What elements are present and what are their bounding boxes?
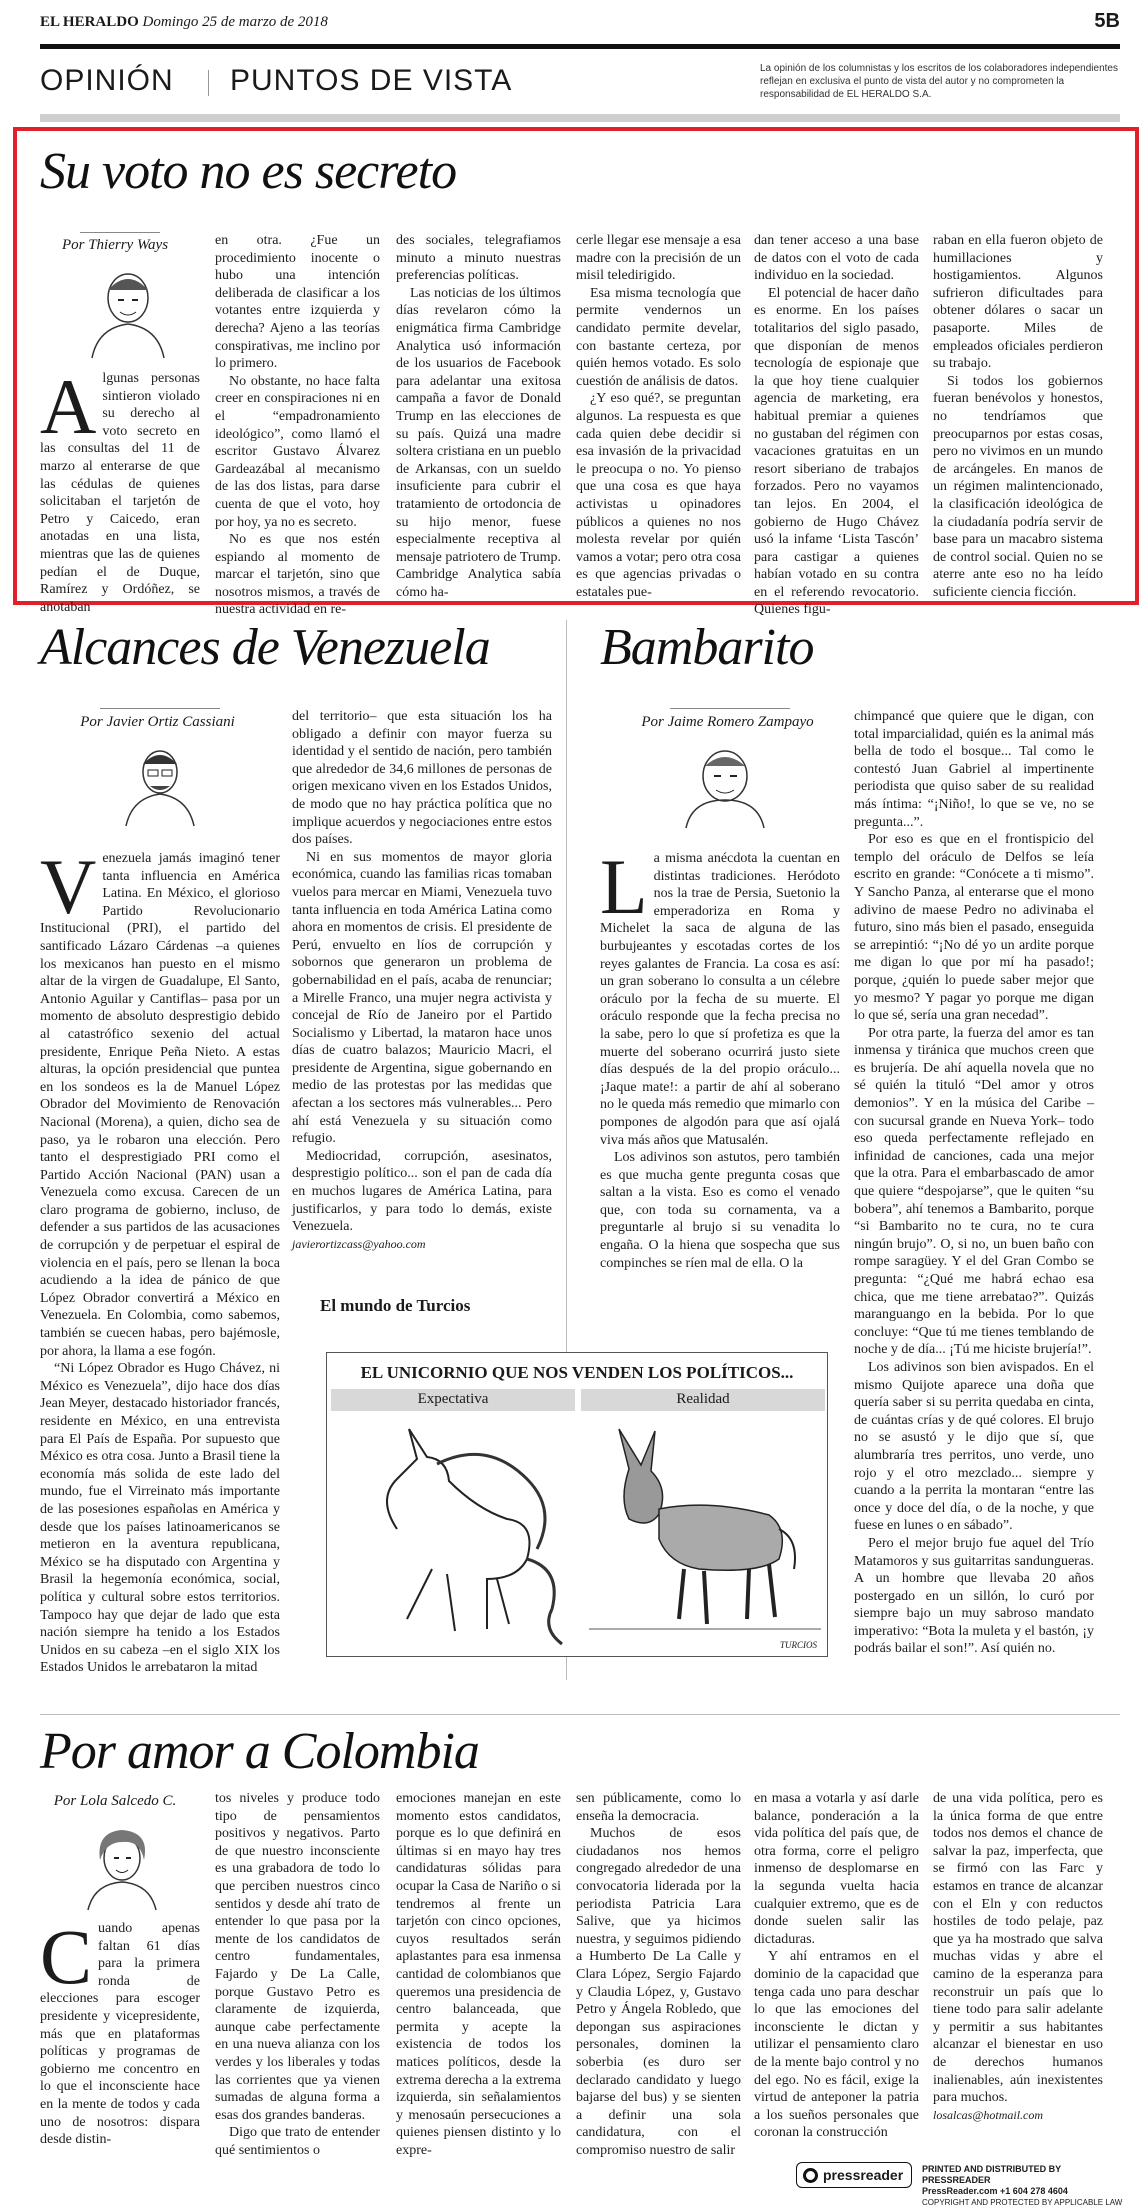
article3-col2: chimpancé que quiere que le digan, con total imparcialidad, quién es la animal más bella de todo el bosque... Tal como le contestó Juan Gabriel al impertinente periodista que quiso saber de su realidad más íntima: “¡Niño!, lo que se ve, no se pregunta...”. Por eso es que en el frontispicio del templo del oráculo de Delfos se leía escrito en grande: “Conócete a ti mismo”. Y Sancho Panza, al enterarse que el mono adivino de maese Pedro no adivinaba el futuro, sino más bien el pasado, enseguida se arrepintió: “¡No dé yo un ardite porque me digan lo que por mí ha pasado!; porque, ¿quién lo puede saber mejor que yo mesmo? Y pagar yo porque me digan lo que sé, sería una gran necedad”. Por otra parte, la fuerza del amor es tan inmensa y tiránica que muchos creen que es brujería. De ahí aquella novela que no sé quién la tituló “Del amor y otros demonios”. Y en la música del Caribe –con sucursal grande en Nueva York– todo eso queda perfectamente reflejado en infinidad de canciones, cada una mejor que la otra. Para el embarbascado de amor que quiere “despojarse”, que le quiten “su boberа”, ahí tenemos a Bambarito, porque “si Bambarito no te cura, no te cura ningún brujo”. O, si no, un buen baño con rompe saragüey. Y el del Gran Combo se pregunta: “¿Qué me habrá echao esa chica, que me tiene arrebatao?”. Quizás maranguango en la bebida. Por lo que concluye: “Que tú me tienes temblando de noche y de día... ¡Tú me hiciste brujería!”. Los adivinos son bien avispados. En el mismo Quijote aparece una doña que quería saber si su perrita quedaba en cinta, de cuántas crías y de qué colores. El brujo no se asustó y le dijo que sí, que alumbraría tres perritos, uno verde, uno rojo y el otro mezclado... siempre y cuando a la perrita la montaran “entre las once y doce del día, o de la noche, y que fuese en lunes o en sábado”. Pero el mejor brujo fue aquel del Trío Matamoros y sus guitarritas sandungueras. A un hombre que llevaba 20 años postergado en un sillón, lo curó por siempre bajo un muy sabroso mandato imperativo: “Bota la muleta y el bastón, ¡y podrás bailar el son!”. Así quién no. [854, 709, 1094, 1657]
article4-col2: tos niveles y produce todo tipo de pensamientos positivos y negativos. Parto de que nuestro inconsciente es una grabadora de todo lo que perciben nuestros cinco sentidos y desde ahí trato de entender lo que pasa por la mente de los candidatos de centro fundamentales, Fajardo y De La Calle, porque Gustavo Petro es claramente de izquierda, aunque cabe perfectamente en una nueva alianza con los verdes y los liberales y todas las corrientes que ya vienen sumadas de alguna forma a esas dos grandes banderas. Digo que trato de entender qué sentimientos o [215, 1791, 380, 2158]
page-number: 5B [1094, 10, 1120, 32]
author-portrait [680, 738, 770, 828]
unicorn-illustration [337, 1419, 569, 1649]
author-email: losalcas@hotmail.com [933, 2107, 1044, 2122]
author-portrait [118, 738, 202, 826]
article4-col1: Cuando apenas faltan 61 días para la primera ronda de elecciones para escoger presidente y vicepresidente, más que en plataformas políticas y programas de gobierno me concentro en lo que el inconsciente hace en la mente de todos y cada uno de nosotros: dispara desde distin- [40, 1913, 200, 2148]
byline-rule [100, 708, 220, 709]
pressreader-icon [803, 2168, 818, 2183]
dropcap: V [40, 843, 97, 930]
byline-rule [80, 232, 160, 233]
dropcap: A [40, 363, 97, 450]
author-email: javierortizcass@yahoo.com [292, 1236, 426, 1251]
article4-col5: en masa a votarla y así darle balance, ponderación a la vida política del país que, de otra forma, corre el peligro inmenso de desplomarse en la segunda vuelta hacia cualquier extremo, que es de donde suelen salir las dictaduras. Y ahí entramos en el dominio de la capacidad que tenga cada uno para deschar lo que las emociones del inconsciente le dictan y utilizar el pensamiento claro de la mente bajo control y no del ego. No es fácil, exige la virtud de anteponer la patria a los sueños personales que coronan la construcción [754, 1791, 919, 2141]
section-header [40, 60, 1120, 106]
article1-col3: des sociales, telegrafiamos minuto a minuto nuestras preferencias políticas. Las noticias de los últimos días revelaron cómo la enigmática firma Cambridge Analytica usó información de los usuarios de Facebook para adelantar una exitosa campaña a favor de Donald Trump en las elecciones de su país. Quizá una madre soltera cristiana en un pueblo de Arkansas, con un sueldo insuficiente para cubrir el tratamiento de ortodoncia de su hijo menor, fuese especialmente receptiva al mensaje patriotero de Trump. Cambridge Analytica sabía cómo ha- [396, 233, 561, 600]
article3-col1: La misma anécdota la cuentan en distintas tradiciones. Heródoto nos la trae de Persia, Suetonio la emperadoriza en Roma y Michelet la saca de alguna de las burbujeantes y escotadas cortes de los reyes galantes de Francia. La cosa es así: un gran soberano lo consulta a un célebre oráculo por la fecha de su muerte. El oráculo responde que la fecha precisa no la sabe, pero lo que sí profetiza es que la muerte del soberano ocurrirá justo siete días después de la del propio oráculo... ¡Jaque mate!: a partir de ahí al soberano no le queda más remedio que mimarlo con pompones de algodón para que así ojalá viva más años que Matusalén. Los adivinos son astutos, pero también es que mucha gente pregunta cosas que saltan a la vista. Eso es como el venado que, con toda su cornamenta, va a preguntarle al brujo si su venadita lo engaña. O la hiena que sospecha que sus compinches se ríen mal de ella. O la [600, 843, 840, 1271]
cartoon-section-title: El mundo de Turcios [320, 1296, 471, 1315]
cartoon [326, 1352, 828, 1657]
article4-headline: Por amor a Colombia [40, 1723, 479, 1780]
article1-col6: raban en ella fueron objeto de humillaciones y hostigamientos. Algunos sufrieron dificultades para obtener dólares o sacar un pasaporte. Miles de empleados oficiales perdieron su trabajo. Si todos los gobiernos fueran benévolos y honestos, no tendríamos que preocuparnos por estas cosas, pero no vivimos en un mundo de arcángeles. En manos de un régimen malintencionado, la clasificación ideológica de la ciudadanía podría servir de base para un macabro sistema de control social. Quien no se aterre ante eso no ha leído suficiente ciencia ficción. [933, 233, 1103, 600]
masthead-brand: EL HERALDO Domingo 25 de marzo de 2018 [40, 14, 328, 30]
cartoon-title: EL UNICORNIO QUE NOS VENDEN LOS POLÍTICOS... [360, 1363, 794, 1382]
donkey-illustration [589, 1419, 821, 1649]
byline-rule [670, 708, 790, 709]
article4-col3: emociones manejan en este momento estos candidatos, porque es lo que definirá en últimas si en mayo hay tres candidaturas sólidas para ocupar la Casa de Nariño o si tendremos al frente un tarjetón con cinco opciones, cuyos resultados serán aplastantes para esa inmensa cantidad de colombianos que queremos una presidencia de centro balanceada, que permita y acepte la existencia de todos los matices políticos, desde la extrema derecha a la extrema izquierda, sin señalamientos y menosaún persecuciones a quienes piensen distinto y lo expre- [396, 1791, 561, 2158]
section-divider [208, 70, 209, 96]
cartoon-right-label: Realidad [581, 1389, 825, 1411]
article4-col4: sen públicamente, como lo enseña la democracia. Muchos de esos ciudadanos nos hemos congregado alrededor de una convocatoria liderada por la periodista Patricia Lara Salive, que ya hicimos nuestra, y seguimos pidiendo a Humberto De La Calle y Clara López, Sergio Fajardo y Claudia López, y, Gustavo Petro y Ángela Robledo, que depongan sus aspiraciones personales, dominen la soberbia (es duro ser declarado candidato y luego bajarse del bus) y se sienten a definir una sola candidatura, con el compromiso nuestro de salir [576, 1791, 741, 2158]
footer-text: PRINTED AND DISTRIBUTED BY PRESSREADER PressReader.com +1 604 278 4604 COPYRIGHT AND PROTECTED BY APPLICABLE LAW [922, 2164, 1123, 2207]
section-rule [40, 1714, 1120, 1715]
article1-col2: en otra. ¿Fue un procedimiento inocente o hubo una intención deliberada de clasificar a los votantes entre izquierda y derecha? Ajeno a las teorías conspirativas, me inclino por lo primero. No obstante, no hace falta creer en conspiraciones ni en el “empadronamiento ideológico”, como llamó el escritor Gustavo Álvarez Gardeazábal al mecanismo de las dos listas, para darse cuenta de que el voto, hoy por hoy, ya no es secreto. No es que nos estén espiando al momento de marcar el tarjetón, sino que nosotros mismos, a través de nuestra actividad en re- [215, 233, 380, 618]
cartoon-signature: TURCIOS [779, 1640, 817, 1650]
article1-col5: dan tener acceso a una base de datos con el voto de cada individuo en la sociedad. El potencial de hacer daño es enorme. En los países totalitarios del siglo pasado, que disponían de menos tecnología de espionaje que la que hoy tiene cualquier agencia de marketing, era habitual premiar a quienes no gustaban del régimen con vacaciones gratuitas en un resort siberiano de trabajos forzados. Pero no vayamos tan lejos. En 2004, el gobierno de Hugo Chávez usó la infame ‘Lista Tascón’ para castigar a quienes habían votado en su contra en el referendo revocatorio. Quienes figu- [754, 233, 919, 618]
article1-col4: cerle llegar ese mensaje a esa madre con la precisión de un misil teledirigido. Esa misma tecnología que permite vendernos un candidato permite develar, con bastante certeza, por quién hemos votado. Es solo cuestión de análisis de datos. ¿Y eso qué?, se preguntan algunos. La respuesta es que cada quien debe decidir si esa invasión de la privacidad le preocupa o no. Yo pienso que una cosa es que haya activistas u opinadores públicos a quienes no nos molesta revelar por quién vamos a votar; pero otra cosa es que agencias privadas o estatales pue- [576, 233, 741, 600]
pressreader-footer [796, 2162, 1126, 2207]
author-portrait [80, 1820, 164, 1910]
dropcap: C [40, 1913, 93, 2000]
article2-col1: Venezuela jamás imaginó tener tanta influencia en América Latina. En México, el glorioso Partido Revolucionario Institucional (PRI), el partido del santificado Lázaro Cárdenas –a quienes los mexicanos han puesto en el mismo altar de la virgen de Guadalupe, El Santo, Antonio Aguilar y Cantiflas– pasa por un momento de absoluto desprestigio debido al catastrófico sexenio del actual presidente, Enrique Peña Nieto. A estas alturas, la opción presidencial que puntea en los sondeos es la de Manuel López Obrador del Movimiento de Renovación Nacional (Morena), a quien, dicho sea de paso, ya le robaron una elección. Pero tanto el desprestigiado PRI como el Partido Acción Nacional (PAN) usan a Venezuela como excusa. Carecen de un claro programa de gobierno, incluso, de defender a sus partidos de las acusaciones de corrupción y de perpetuar el espiral de violencia en el país, pero se llenan la boca acudiendo a la idea de pánico de que López Obrador convertirá a México en Venezuela. En Colombia, como sabemos, también se cuecen habas, pero bajémosle, por ahora, la llama a ese fogón. “Ni López Obrador es Hugo Chávez, ni México es Venezuela”, dijo hace dos días Jean Meyer, destacado historiador francés, residente en México, en una entrevista para El País de España. Por supuesto que México es otra cosa. Junto a Brasil tiene la economía más solida de este lado del mundo, fue el Virreinato más importante de las posesiones españolas en América y desde que los países latinoamericanos se metieron en la aventura republicana, México se ha disputado con Argentina y Brasil la hegemonía económica, social, política y cultural sobre estos territorios. Tampoco hay que dejar de lado que esta nación siempre ha tenido a los Estados Unidos en su cabeza –en el siglo XIX los Estados Unidos le arrebataron la mitad [40, 843, 280, 1676]
article2-col2: del territorio– que esta situación los ha obligado a definir con mayor fuerza su identidad y el sentido de nación, pero también que alrededor de 34,6 millones de personas de origen mexicano viven en los Estados Unidos, de modo que no hay práctica política que no implique acuerdos y negociaciones entre estos dos países. Ni en sus momentos de mayor gloria económica, cuando las familias ricas tomaban vuelos para mercar en Miami, Venezuela tuvo tanta influencia en toda América Latina como ahora en momentos de crisis. El presidente de Perú, envuelto en líos de corrupción y sobornos que generaron un problema de gobernabilidad en el país, acaba de renunciar; a Mirelle Franco, una mujer negra activista y concejal de Río de Janeiro por el Partido Socialismo y Libertad, la mataron hace unos días de cuatro balazos; Mauricio Macri, el presidente de Argentina, sigue gobernando en medio de las protestas por las medidas que afectan a los sectores más vulnerables... Pero ahí está Venezuela y su situación como refugio. Mediocridad, corrupción, asesinatos, desprestigio político... son el pan de cada día en muchos lugares de América Latina, para justificarlos, y para todo lo demás, existe Venezuela. javierortizcass@yahoo.com [292, 708, 552, 1253]
article3-headline: Bambarito [600, 619, 814, 676]
article4-byline: Por Lola Salcedo C. [53, 1793, 177, 1809]
article1-col1: Algunas personas sintieron violado su derecho al voto secreto en las consultas del 11 de marzo al enterarse de que las cédulas de quienes solicitaban el tarjetón de Petro y Caicedo, eran anotadas en una lista, mientras que las de quienes pedían el de Duque, Ramírez y Ordóñez, se anotaban [40, 363, 200, 615]
article1-byline: Por Thierry Ways [61, 237, 169, 253]
article1-headline: Su voto no es secreto [40, 143, 457, 200]
section-disclaimer: La opinión de los columnistas y los escritos de los colaboradores independientes reflejan en exclusiva el punto de vista del autor y no comprometen la responsabilidad de EL HERALDO S.A. [760, 63, 1118, 100]
article4-col6: de una vida política, pero es la única forma de que entre todos nos demos el chance de salvar la paz, imperfecta, que se firmó con las Farc y estamos en trance de alcanzar con el Eln y con reductos hostiles de todo pelaje, paz que ya ha mostrado que salva muchas vidas y abre el camino de la esperanza para reconstruir un país que lo tiene todo para salir adelante y permitir a sus habitantes alcanzar el bienestar en uso de derechos humanos inalienables, aún inexistentes para muchos. losalcas@hotmail.com [933, 1790, 1103, 2124]
masthead [40, 10, 1120, 32]
dropcap: L [600, 843, 648, 930]
section-subname: PUNTOS DE VISTA [230, 64, 513, 97]
pressreader-logo[interactable]: pressreader [796, 2162, 912, 2188]
cartoon-left-label: Expectativa [331, 1389, 575, 1411]
article3-byline: Por Jaime Romero Zampayo [641, 714, 814, 730]
section-rule [40, 114, 1120, 122]
section-name: OPINIÓN [40, 64, 174, 97]
masthead-rule [40, 44, 1120, 49]
article2-byline: Por Javier Ortiz Cassiani [80, 714, 235, 730]
article2-headline: Alcances de Venezuela [40, 619, 490, 676]
author-portrait [78, 258, 178, 358]
